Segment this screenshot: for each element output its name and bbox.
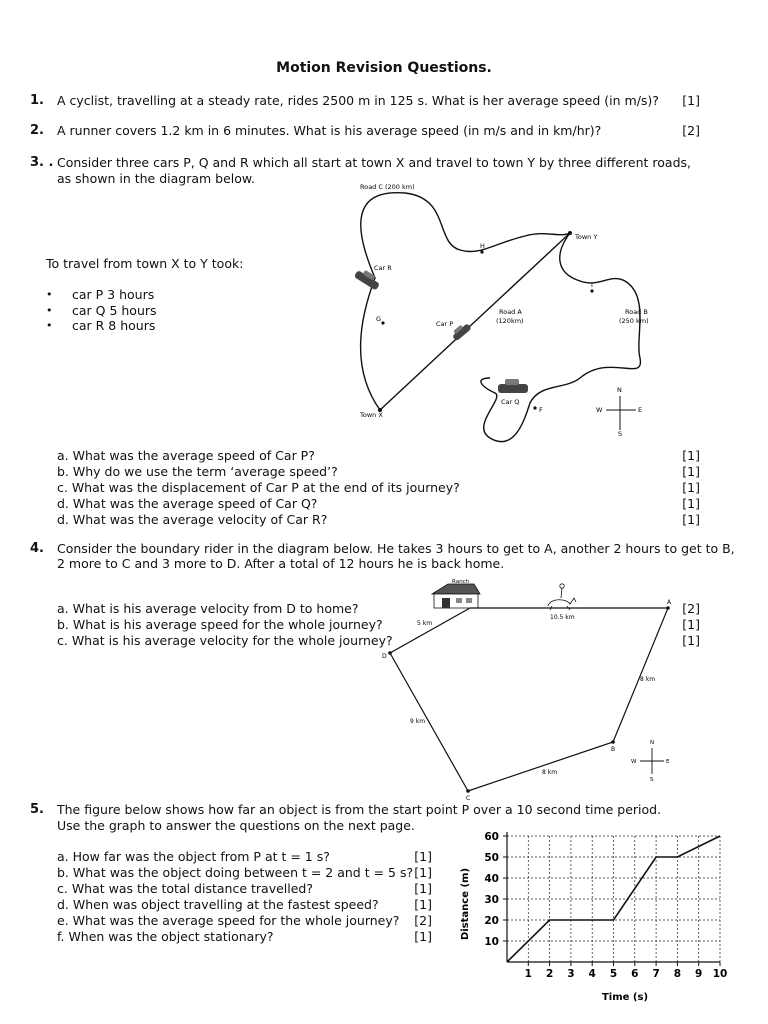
question-4b: b. What is his average speed for the whole journey? (57, 617, 383, 632)
question-4c: c. What is his average velocity for the whole journey? (57, 633, 393, 648)
svg-text:N: N (650, 740, 655, 746)
x-tick-label: 3 (567, 968, 575, 980)
car-q-icon (498, 379, 528, 393)
y-tick-label: 30 (484, 894, 499, 906)
point-f-label: F (539, 406, 543, 414)
road-c (361, 193, 570, 410)
road-a-label: Road A (499, 308, 522, 316)
road-a (380, 233, 570, 410)
distance-home-d: 5 km (417, 620, 433, 627)
question-4-marks: [2] [1] [1] (682, 601, 700, 648)
x-tick-label: 4 (588, 968, 596, 980)
question-3-took: To travel from town X to Y took: (46, 256, 244, 271)
x-tick-label: 8 (673, 968, 682, 980)
question-1-text: A cyclist, travelling at a steady rate, rides 2500 m in 125 s. What is her average speed (in m/s)? (57, 93, 659, 108)
point-c-label: C (466, 795, 471, 802)
svg-text:W: W (596, 406, 603, 414)
question-1-mark: [1] (682, 93, 700, 108)
question-3-bullets (46, 287, 157, 334)
svg-text:S: S (650, 777, 654, 783)
point-h-label: H (480, 242, 485, 250)
question-4-number: 4. (30, 541, 44, 556)
question-3a: a. What was the average speed of Car P? (57, 448, 315, 463)
chart-tick-labels (484, 831, 727, 980)
question-1-number: 1. (30, 93, 44, 108)
question-5-subquestions (57, 849, 413, 945)
question-2-mark: [2] (682, 123, 700, 138)
bullet-car-q: • car Q 5 hours (46, 303, 157, 319)
road-a-distance: (120km) (496, 317, 524, 325)
question-3c: c. What was the displacement of Car P at the end of its journey? (57, 480, 460, 495)
x-tick-label: 7 (652, 968, 660, 980)
compass-icon (631, 740, 670, 783)
town-x-label: Town X (360, 411, 383, 419)
point-d-label: D (382, 653, 387, 660)
chart-grid (507, 836, 720, 962)
question-4-subquestions (57, 601, 393, 649)
distance-ranch-a: 10.5 km (550, 614, 575, 621)
question-3-line-2: as shown in the diagram below. (57, 171, 255, 186)
y-tick-label: 40 (484, 873, 499, 885)
question-3e: d. What was the average velocity of Car R? (57, 512, 328, 527)
compass-icon (596, 386, 642, 438)
x-tick-label: 1 (524, 968, 532, 980)
road-b-distance: (250 km) (619, 317, 649, 325)
road-b-label: Road B (625, 308, 648, 316)
x-tick-label: 6 (631, 968, 639, 980)
bullet-car-r: • car R 8 hours (46, 318, 157, 334)
x-tick-label: 9 (695, 968, 703, 980)
page-title: Motion Revision Questions. (276, 60, 492, 76)
svg-text:E: E (666, 759, 670, 765)
town-y-label: Town Y (575, 233, 598, 241)
point-i-label: I (591, 281, 593, 289)
question-3-line-1: Consider three cars P, Q and R which all start at town X and travel to town Y by three different roads, (57, 155, 691, 170)
question-2-text: A runner covers 1.2 km in 6 minutes. What is his average speed (in m/s and in km/hr)? (57, 123, 602, 138)
question-5-number: 5. (30, 802, 44, 817)
question-5-line-1: The figure below shows how far an object is from the start point P over a 10 second time period. (57, 802, 662, 817)
point-b-label: B (611, 746, 616, 753)
distance-b-c: 8 km (542, 769, 558, 776)
svg-text:E: E (638, 406, 643, 414)
y-tick-label: 50 (484, 852, 499, 864)
bullet-car-p: • car P 3 hours (46, 287, 157, 303)
question-5b: b. What was the object doing between t = 2 and t = 5 s? (57, 865, 414, 880)
car-p-icon (450, 321, 472, 342)
point-a-label: A (667, 599, 672, 606)
question-3-marks: [1] [1] [1] [1] [1] (682, 448, 700, 527)
svg-text:W: W (631, 759, 637, 765)
question-4-line-2: 2 more to C and 3 more to D. After a total of 12 hours he is back home. (57, 556, 505, 571)
y-tick-label: 60 (484, 831, 499, 843)
distance-c-d: 9 km (410, 718, 426, 725)
question-3b: b. Why do we use the term ‘average speed’? (57, 464, 338, 479)
question-5c: c. What was the total distance travelled? (57, 881, 313, 896)
road-c-label: Road C (200 km) (360, 183, 415, 191)
y-tick-label: 10 (484, 936, 499, 948)
svg-text:S: S (618, 430, 623, 438)
car-q-label: Car Q (501, 398, 520, 406)
question-5-line-2: Use the graph to answer the questions on the next page. (57, 818, 415, 833)
distance-time-graph (450, 826, 750, 1008)
question-3d: d. What was the average speed of Car Q? (57, 496, 318, 511)
y-tick-label: 20 (484, 915, 499, 927)
question-3-number: 3. . (30, 155, 54, 170)
x-axis-label: Time (s) (601, 992, 649, 1003)
car-r-label: Car R (374, 264, 392, 272)
boundary-rider-icon (548, 584, 576, 610)
distance-a-b: 8 km (640, 676, 656, 683)
question-2-number: 2. (30, 123, 44, 138)
x-tick-label: 2 (545, 968, 554, 980)
car-p-label: Car P (436, 320, 454, 328)
ranch-house-icon (432, 584, 480, 608)
x-tick-label: 5 (609, 968, 618, 980)
question-5d: d. When was object travelling at the fastest speed? (57, 897, 379, 912)
point-g-label: G (376, 315, 382, 323)
question-3-subquestions (57, 448, 460, 528)
road-map-diagram (330, 178, 670, 446)
question-4a: a. What is his average velocity from D to home? (57, 601, 359, 616)
boundary-rider-diagram (370, 576, 690, 804)
ranch-label: Ranch (452, 579, 470, 585)
question-5f: f. When was the object stationary? (57, 929, 274, 944)
svg-text:N: N (617, 386, 622, 394)
question-5-marks: [1] [1] [1] [1] [2] [1] (414, 849, 432, 944)
question-5a: a. How far was the object from P at t = 1 s? (57, 849, 330, 864)
y-axis-label: Distance (m) (460, 867, 471, 941)
question-4-line-1: Consider the boundary rider in the diagram below. He takes 3 hours to get to A, another 2 hours to get to B, (57, 541, 735, 556)
x-tick-label: 10 (712, 968, 728, 980)
question-5e: e. What was the average speed for the whole journey? (57, 913, 400, 928)
